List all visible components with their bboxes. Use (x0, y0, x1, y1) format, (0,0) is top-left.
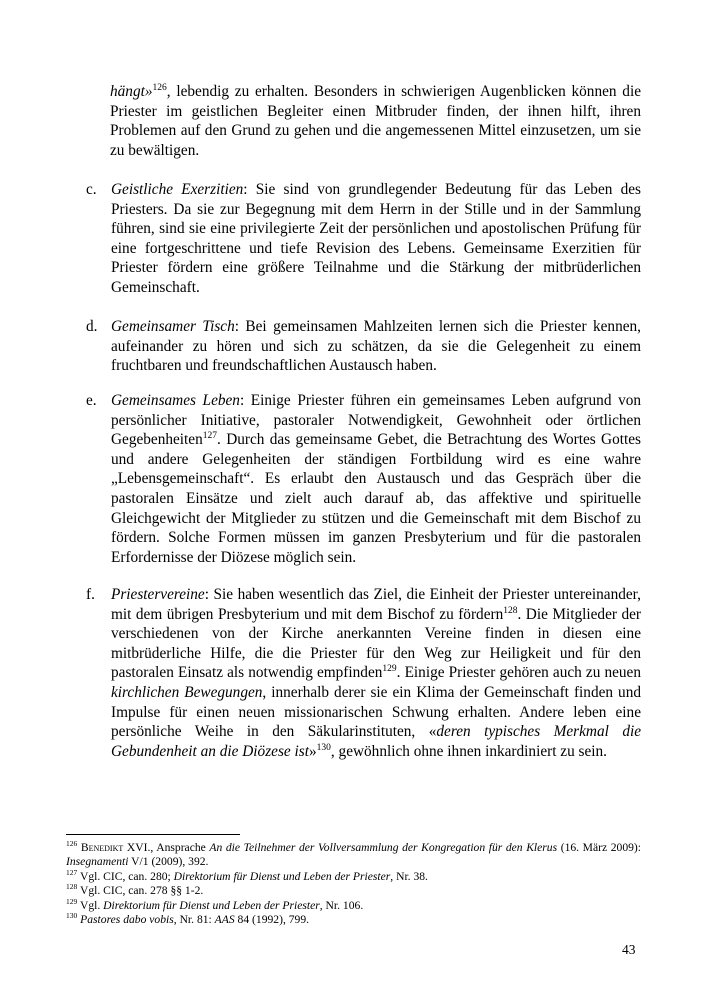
footnote-italic: Insegnamenti (66, 855, 129, 869)
item-text: : Sie haben wesentlich das Ziel, die Einheit der Priester untereinander, mit dem übrigen Presbyterium und mit dem Bischof zu fördern (111, 586, 641, 623)
footnote-ref[interactable]: 129 (382, 664, 397, 675)
item-text: : Bei gemeinsamen Mahlzeiten lernen sich die Priester kennen, aufeinander zu hören und sich zu schätzen, da sie die Gelegenheit zu einem fruchtbaren und freundschaftlichen Austausch haben. (111, 318, 641, 375)
footnote-ref[interactable]: 126 (152, 82, 167, 93)
footnote-ref[interactable]: 130 (316, 742, 331, 753)
list-item-d (86, 317, 641, 376)
footnote-text: Vgl. (79, 898, 104, 912)
footnote-text: , Nr. 81: (173, 913, 215, 927)
footnote-number: 127 (66, 867, 78, 877)
footnote (66, 841, 641, 870)
footnotes (66, 841, 641, 927)
footnote (66, 896, 641, 913)
footnote-text: , Nr. 106. (319, 898, 364, 912)
page-number: 43 (622, 942, 636, 957)
footnote-italic: An die Teilnehmer der Vollversammlung der Kongregation für den Klerus (209, 841, 558, 854)
footnote-ref[interactable]: 128 (503, 605, 518, 616)
footnote-italic: Direktorium für Dienst und Leben der Priester (103, 898, 320, 912)
item-text: , gewöhnlich ohne ihnen inkardiniert zu sein. (330, 742, 608, 760)
footnote-author: Benedikt XVI. (80, 841, 151, 854)
footnote-text: (16. März 2009): (557, 841, 641, 854)
item-text: » (308, 742, 317, 760)
item-title: Gemeinsames Leben (111, 392, 240, 409)
list-item-e (86, 391, 641, 567)
footnote-number: 129 (66, 896, 78, 906)
list-marker: e. (86, 392, 97, 409)
continuation-paragraph (110, 82, 641, 160)
footnote-ref[interactable]: 127 (202, 431, 217, 442)
list-marker: f. (86, 586, 95, 603)
footnote-text: V/1 (2009), 392. (128, 855, 209, 869)
item-text: . Durch das gemeinsame Gebet, die Betrachtung des Wortes Gottes und andere Gelegenheiten der ständigen Fortbildung wird es eine wahre „Lebensgemeinschaft“. Es erlaubt den Austausch und das Gespräch über die pastoralen Einsätze und zielt auch darauf ab, das affektive und spirituelle Gleichgewicht der Mitglieder zu stützen und die Gemeinschaft mit dem Bischof zu fördern. Solche Formen müssen im ganzen Presbyterium und für die pastoralen Erfordernisse der Diözese möglich sein. (111, 431, 641, 566)
item-text: : Sie sind von grundlegender Bedeutung für das Leben des Priesters. Da sie zur Begegnung mit dem Herrn in der Stille und in der Sammlung führen, sind sie eine privilegierte Zeit der persönlichen und apostolischen Prüfung für eine fortgeschrittene und tiefe Revision des Lebens. Gemeinsame Exerzitien für Priester fördern eine größere Teilnahme und die Stärkung der mitbrüderlichen Gemeinschaft. (111, 181, 641, 296)
footnote-number: 130 (66, 911, 78, 921)
footnote-text: Vgl. CIC, can. 280; (79, 869, 174, 883)
footnote-number: 128 (66, 882, 78, 892)
item-title: Geistliche Exerzitien (111, 181, 244, 198)
list-item-c (86, 180, 641, 298)
footnote (66, 884, 641, 898)
item-text: . Die Mitglieder der verschiedenen von der Kirche anerkannten Vereine finden in diesen eine mitbrüderliche Hilfe, die die Priester für den Weg zur Heiligkeit und für den pastoralen Einsatz als notwendig empfinden (111, 605, 641, 682)
list-item-f (86, 585, 641, 761)
footnote-divider (66, 834, 240, 835)
footnote (66, 867, 641, 884)
footnote-number: 126 (66, 839, 78, 849)
list-marker: d. (86, 318, 98, 335)
item-text: : Einige Priester führen ein gemeinsames Leben aufgrund von persönlicher Initiative, pastoraler Notwendigkeit, Gewohnheit oder örtlichen Gegebenheiten (111, 392, 642, 449)
continuation-text: , lebendig zu erhalten. Besonders in schwierigen Augenblicken können die Priester im geistlichen Begleiter einen Mitbruder finden, der ihnen hilft, ihren Problemen auf den Grund zu gehen und die angemessenen Mittel einzusetzen, um sie zu bewältigen. (110, 83, 641, 159)
item-text: . Einige Priester gehören auch zu neuen (396, 664, 641, 682)
item-italic-text: deren typisches Merkmal die Gebundenheit an die Diözese ist (111, 723, 642, 760)
item-title: Priestervereine (111, 586, 205, 603)
footnote-italic: Pastores dabo vobis (80, 913, 174, 927)
list-marker: c. (86, 181, 97, 198)
footnote-text: 84 (1992), 799. (234, 913, 310, 927)
footnote-italic: Direktorium für Dienst und Leben der Priester (173, 869, 391, 883)
footnote-text: Vgl. CIC, can. 278 §§ 1-2. (79, 884, 204, 898)
item-title: Gemeinsamer Tisch (111, 318, 235, 335)
item-text: , innerhalb derer sie ein Klima der Gemeinschaft finden und Impulse für einen neuen missionarischen Schwung erhalten. Andere leben eine persönliche Weihe in den Säkularinstituten, « (111, 683, 641, 741)
continuation-lead: hängt» (110, 83, 153, 100)
footnote-italic: AAS (214, 913, 235, 927)
footnote (66, 913, 641, 927)
item-italic-text: kirchlichen Bewegungen (111, 683, 263, 701)
footnote-text: , Nr. 38. (390, 869, 428, 883)
footnote-text: , Ansprache (150, 841, 210, 854)
